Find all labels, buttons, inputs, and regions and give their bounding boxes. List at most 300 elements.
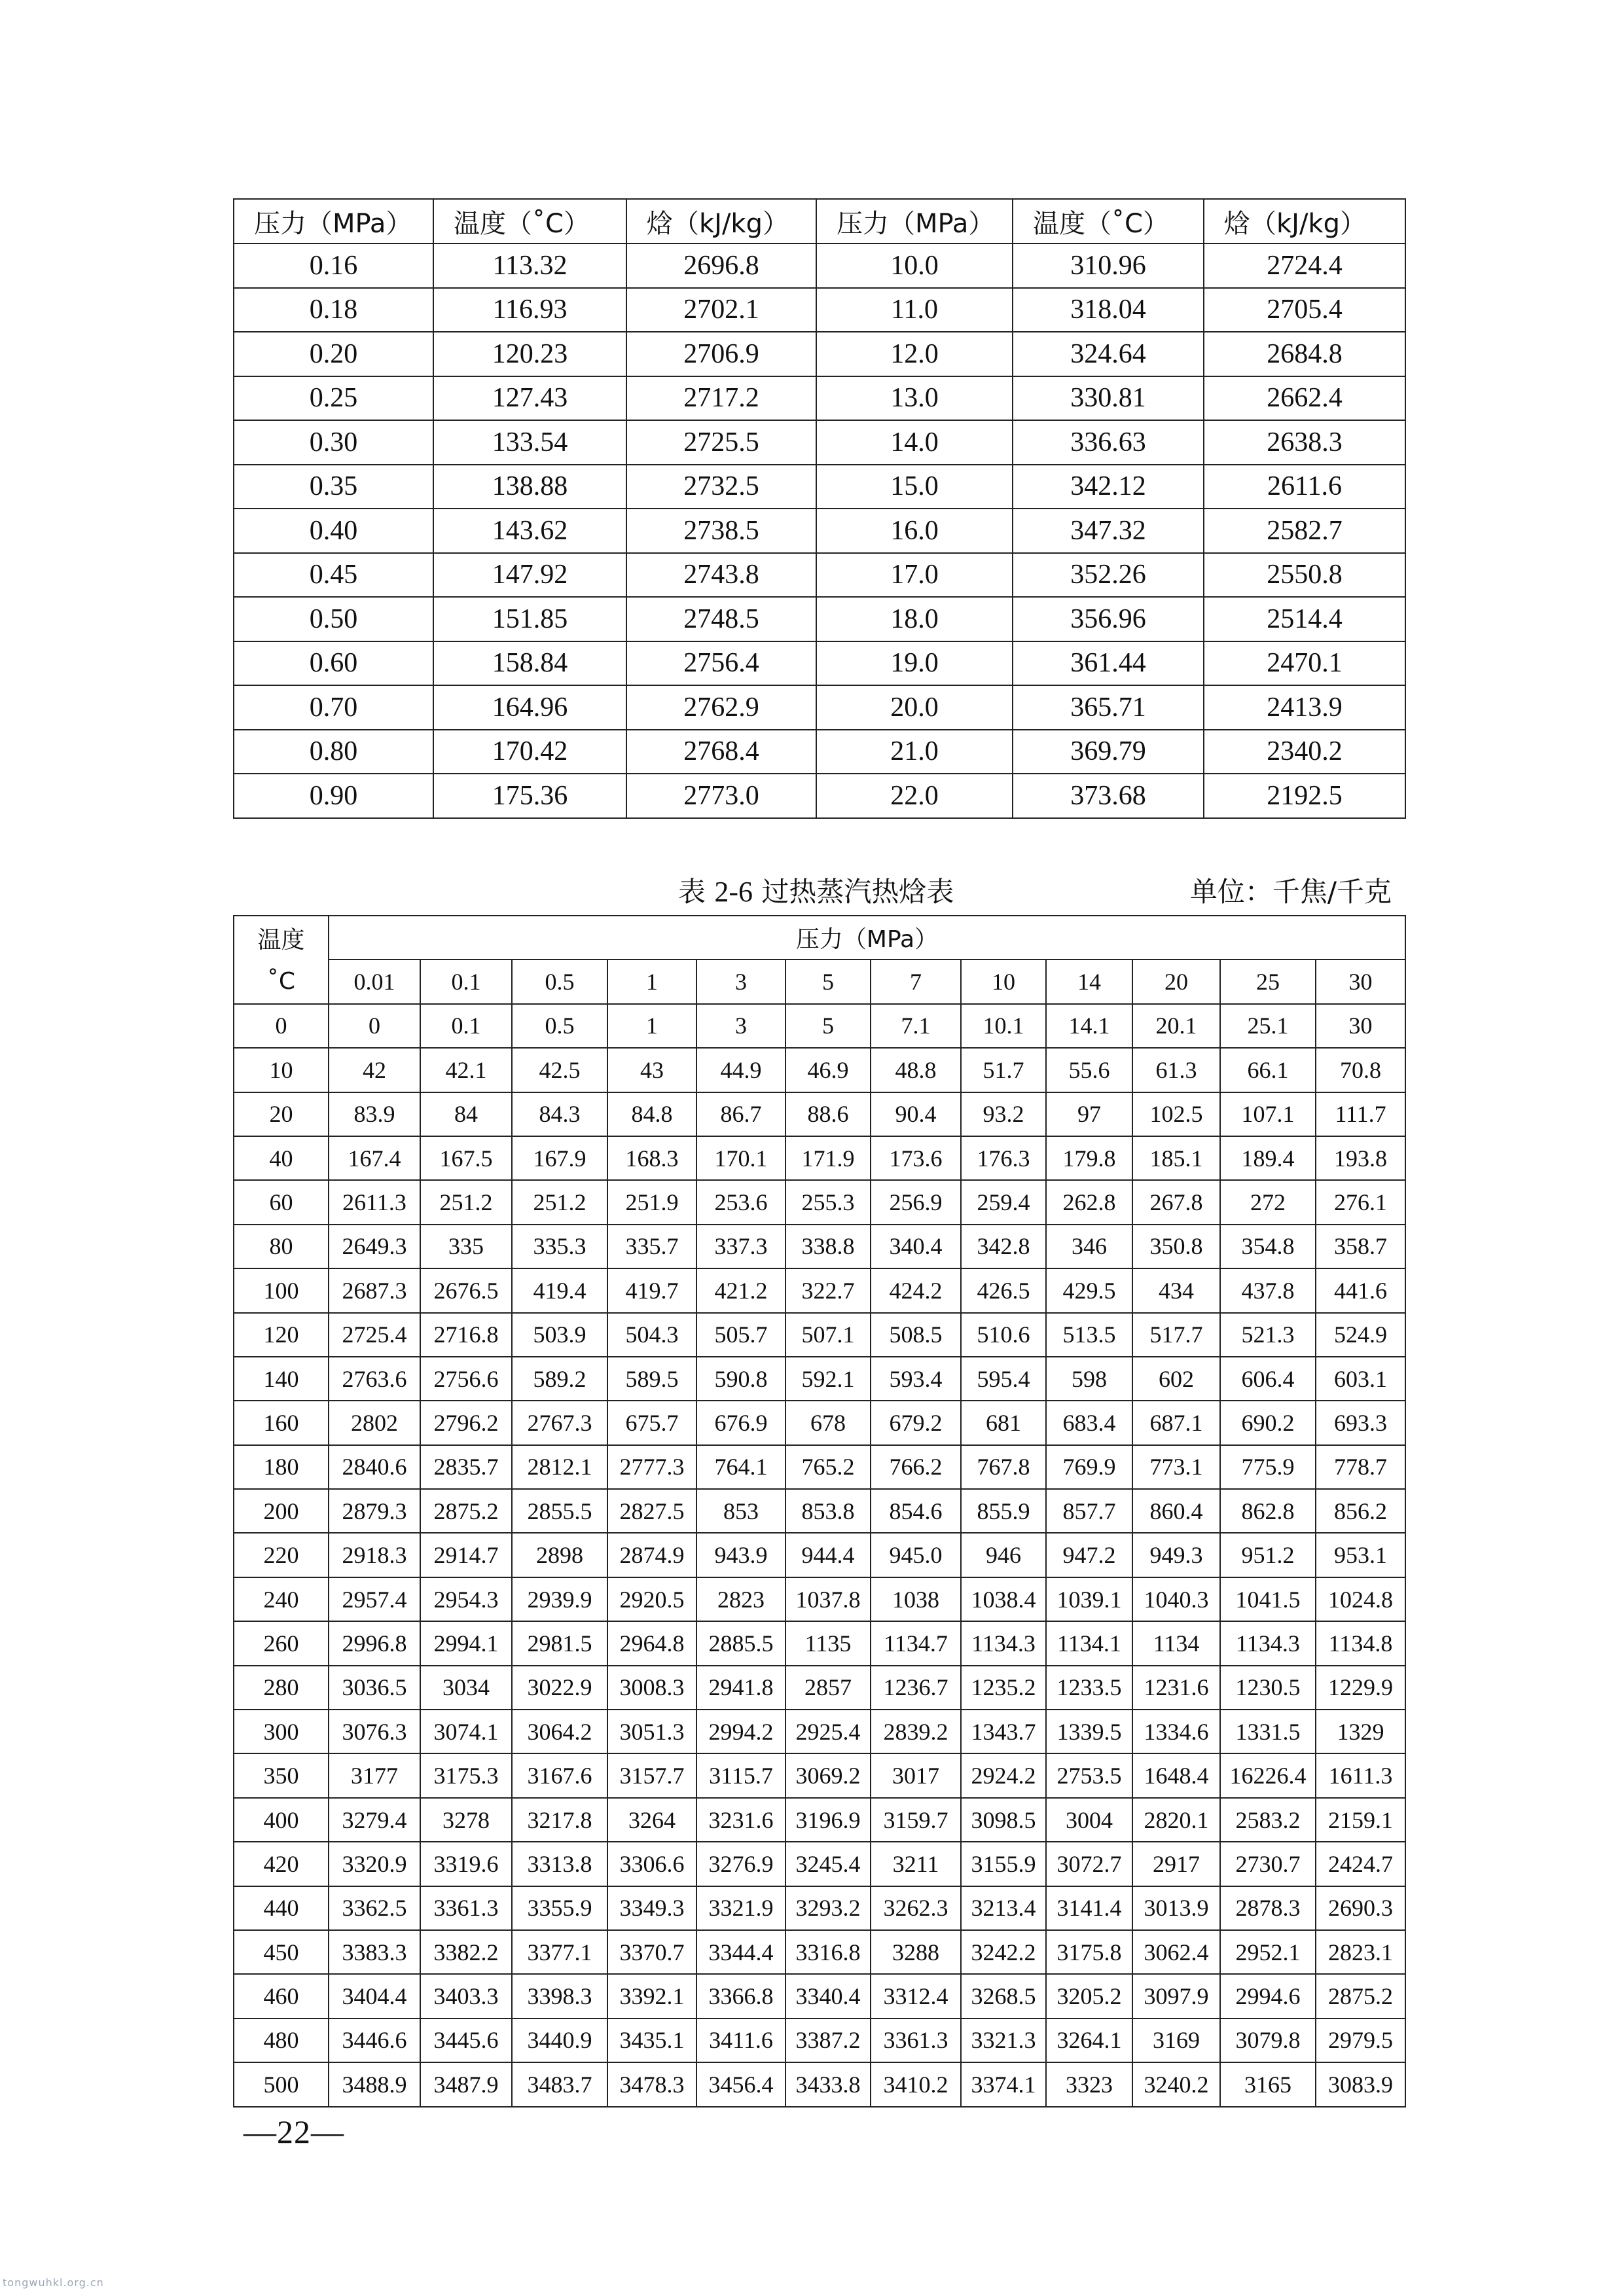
enthalpy-cell: 25.1 [1220,1004,1316,1048]
enthalpy-cell: 14.1 [1046,1004,1132,1048]
pressure-column-header: 0.1 [420,960,512,1003]
superheated-steam-table [233,915,1406,2108]
enthalpy-cell: 947.2 [1046,1533,1132,1577]
table-cell: 14.0 [816,420,1013,465]
enthalpy-cell: 267.8 [1132,1180,1220,1224]
table-cell: 2702.1 [626,288,816,332]
enthalpy-cell: 3288 [871,1930,961,1974]
enthalpy-cell: 255.3 [785,1180,871,1224]
enthalpy-cell: 943.9 [696,1533,785,1577]
table-cell: 2684.8 [1204,332,1405,376]
table-cell: 2705.4 [1204,288,1405,332]
enthalpy-cell: 168.3 [607,1136,696,1180]
table-cell: 0.40 [234,509,433,553]
enthalpy-cell: 2878.3 [1220,1886,1316,1930]
table-row [234,1930,1405,1974]
enthalpy-cell: 3167.6 [512,1753,607,1797]
enthalpy-cell: 3231.6 [696,1798,785,1842]
table-cell: 17.0 [816,553,1013,598]
enthalpy-cell: 2924.2 [961,1753,1046,1797]
enthalpy-cell: 693.3 [1316,1401,1405,1444]
table-cell: 0.25 [234,376,433,421]
table-cell: 0.90 [234,774,433,818]
enthalpy-cell: 2964.8 [607,1621,696,1665]
enthalpy-cell: 2898 [512,1533,607,1577]
table-row [234,243,1405,288]
enthalpy-cell: 517.7 [1132,1313,1220,1357]
enthalpy-cell: 503.9 [512,1313,607,1357]
enthalpy-cell: 2823 [696,1577,785,1621]
table-cell: 361.44 [1013,641,1204,686]
enthalpy-cell: 513.5 [1046,1313,1132,1357]
enthalpy-cell: 1134.7 [871,1621,961,1665]
table-cell: 116.93 [433,288,626,332]
enthalpy-cell: 2914.7 [420,1533,512,1577]
table-cell: 352.26 [1013,553,1204,598]
enthalpy-cell: 944.4 [785,1533,871,1577]
temperature-cell: 240 [234,1577,329,1621]
enthalpy-cell: 189.4 [1220,1136,1316,1180]
table-row [234,1004,1405,1048]
enthalpy-cell: 3340.4 [785,1974,871,2018]
enthalpy-cell: 3435.1 [607,2018,696,2062]
enthalpy-cell: 857.7 [1046,1489,1132,1533]
enthalpy-cell: 595.4 [961,1357,1046,1401]
enthalpy-cell: 354.8 [1220,1225,1316,1268]
enthalpy-cell: 3022.9 [512,1666,607,1710]
temperature-cell: 10 [234,1048,329,1092]
enthalpy-cell: 1134.8 [1316,1621,1405,1665]
enthalpy-cell: 3366.8 [696,1974,785,2018]
enthalpy-cell: 43 [607,1048,696,1092]
enthalpy-cell: 55.6 [1046,1048,1132,1092]
enthalpy-cell: 2611.3 [329,1180,420,1224]
enthalpy-cell: 2835.7 [420,1445,512,1489]
enthalpy-cell: 2917 [1132,1842,1220,1886]
enthalpy-cell: 97 [1046,1092,1132,1136]
enthalpy-cell: 338.8 [785,1225,871,1268]
enthalpy-cell: 860.4 [1132,1489,1220,1533]
header-temperature: 温度（˚C） [1013,199,1204,243]
table-row [234,553,1405,598]
pressure-column-header: 3 [696,960,785,1003]
enthalpy-cell: 0.1 [420,1004,512,1048]
enthalpy-cell: 3155.9 [961,1842,1046,1886]
table-cell: 2696.8 [626,243,816,288]
enthalpy-cell: 3245.4 [785,1842,871,1886]
table-cell: 22.0 [816,774,1013,818]
enthalpy-cell: 687.1 [1132,1401,1220,1444]
enthalpy-cell: 3370.7 [607,1930,696,1974]
enthalpy-cell: 510.6 [961,1313,1046,1357]
enthalpy-cell: 2840.6 [329,1445,420,1489]
temperature-cell: 260 [234,1621,329,1665]
enthalpy-cell: 1041.5 [1220,1577,1316,1621]
enthalpy-cell: 3064.2 [512,1710,607,1753]
enthalpy-cell: 3165 [1220,2062,1316,2106]
enthalpy-cell: 2812.1 [512,1445,607,1489]
enthalpy-cell: 2676.5 [420,1268,512,1312]
enthalpy-cell: 3242.2 [961,1930,1046,1974]
table-cell: 2706.9 [626,332,816,376]
enthalpy-cell: 1040.3 [1132,1577,1220,1621]
table-cell: 10.0 [816,243,1013,288]
temperature-cell: 450 [234,1930,329,1974]
enthalpy-cell: 3004 [1046,1798,1132,1842]
enthalpy-cell: 111.7 [1316,1092,1405,1136]
enthalpy-cell: 589.2 [512,1357,607,1401]
enthalpy-cell: 766.2 [871,1445,961,1489]
enthalpy-cell: 42.1 [420,1048,512,1092]
temperature-unit-header: ˚C [234,960,329,1003]
enthalpy-cell: 251.2 [512,1180,607,1224]
enthalpy-cell: 2855.5 [512,1489,607,1533]
enthalpy-cell: 1038.4 [961,1577,1046,1621]
enthalpy-cell: 602 [1132,1357,1220,1401]
table-cell: 2611.6 [1204,465,1405,509]
temperature-cell: 350 [234,1753,329,1797]
table-row [234,420,1405,465]
enthalpy-cell: 3175.8 [1046,1930,1132,1974]
table-cell: 369.79 [1013,730,1204,774]
table-cell: 342.12 [1013,465,1204,509]
enthalpy-cell: 769.9 [1046,1445,1132,1489]
enthalpy-cell: 679.2 [871,1401,961,1444]
pressure-column-header: 10 [961,960,1046,1003]
table-row [234,1489,1405,1533]
enthalpy-cell: 2941.8 [696,1666,785,1710]
enthalpy-cell: 593.4 [871,1357,961,1401]
enthalpy-cell: 1 [607,1004,696,1048]
temperature-cell: 160 [234,1401,329,1444]
enthalpy-cell: 350.8 [1132,1225,1220,1268]
enthalpy-cell: 3319.6 [420,1842,512,1886]
watermark: tongwuhkl.org.cn [3,2276,104,2289]
table-cell: 2743.8 [626,553,816,598]
enthalpy-cell: 262.8 [1046,1180,1132,1224]
pressure-column-header: 7 [871,960,961,1003]
table-cell: 20.0 [816,685,1013,730]
enthalpy-cell: 3264.1 [1046,2018,1132,2062]
table-cell: 365.71 [1013,685,1204,730]
table-row [234,509,1405,553]
enthalpy-cell: 1231.6 [1132,1666,1220,1710]
enthalpy-cell: 1331.5 [1220,1710,1316,1753]
enthalpy-cell: 7.1 [871,1004,961,1048]
enthalpy-cell: 3264 [607,1798,696,1842]
table-cell: 15.0 [816,465,1013,509]
header-enthalpy: 焓（kJ/kg） [1204,199,1405,243]
enthalpy-cell: 167.4 [329,1136,420,1180]
enthalpy-cell: 272 [1220,1180,1316,1224]
enthalpy-cell: 179.8 [1046,1136,1132,1180]
enthalpy-cell: 592.1 [785,1357,871,1401]
enthalpy-cell: 3051.3 [607,1710,696,1753]
enthalpy-cell: 93.2 [961,1092,1046,1136]
table-cell: 133.54 [433,420,626,465]
table-caption [233,870,1405,910]
header-temperature: 温度（˚C） [433,199,626,243]
pressure-column-header: 30 [1316,960,1405,1003]
enthalpy-cell: 2994.6 [1220,1974,1316,2018]
enthalpy-cell: 2875.2 [1316,1974,1405,2018]
temperature-cell: 460 [234,1974,329,2018]
table-cell: 2768.4 [626,730,816,774]
header-enthalpy: 焓（kJ/kg） [626,199,816,243]
table-row [234,1401,1405,1444]
enthalpy-cell: 434 [1132,1268,1220,1312]
enthalpy-cell: 5 [785,1004,871,1048]
temperature-cell: 40 [234,1136,329,1180]
enthalpy-cell: 3355.9 [512,1886,607,1930]
enthalpy-cell: 51.7 [961,1048,1046,1092]
table-cell: 2582.7 [1204,509,1405,553]
table-row [234,1974,1405,2018]
temperature-cell: 500 [234,2062,329,2106]
enthalpy-cell: 3361.3 [871,2018,961,2062]
table-cell: 2724.4 [1204,243,1405,288]
table-unit: 单位：千焦/千克 [1189,876,1392,908]
table-row [234,1533,1405,1577]
table-cell: 147.92 [433,553,626,598]
enthalpy-cell: 1024.8 [1316,1577,1405,1621]
temperature-cell: 300 [234,1710,329,1753]
pressure-column-header: 20 [1132,960,1220,1003]
enthalpy-cell: 2820.1 [1132,1798,1220,1842]
enthalpy-cell: 3076.3 [329,1710,420,1753]
table-cell: 138.88 [433,465,626,509]
table-cell: 2732.5 [626,465,816,509]
enthalpy-cell: 256.9 [871,1180,961,1224]
table-row [234,685,1405,730]
saturated-steam-table [233,198,1406,819]
pressure-column-header: 5 [785,960,871,1003]
enthalpy-cell: 3008.3 [607,1666,696,1710]
enthalpy-cell: 84 [420,1092,512,1136]
table-cell: 164.96 [433,685,626,730]
temperature-cell: 140 [234,1357,329,1401]
table-row [234,1092,1405,1136]
table-row [234,465,1405,509]
table-cell: 2717.2 [626,376,816,421]
enthalpy-cell: 426.5 [961,1268,1046,1312]
table-row [234,1136,1405,1180]
table-cell: 0.70 [234,685,433,730]
enthalpy-cell: 424.2 [871,1268,961,1312]
enthalpy-cell: 3 [696,1004,785,1048]
enthalpy-cell: 2857 [785,1666,871,1710]
enthalpy-cell: 2885.5 [696,1621,785,1665]
enthalpy-cell: 3079.8 [1220,2018,1316,2062]
temperature-cell: 400 [234,1798,329,1842]
enthalpy-cell: 42 [329,1048,420,1092]
table-cell: 0.18 [234,288,433,332]
enthalpy-cell: 949.3 [1132,1533,1220,1577]
table-cell: 158.84 [433,641,626,686]
enthalpy-cell: 2690.3 [1316,1886,1405,1930]
table-row [234,1180,1405,1224]
enthalpy-cell: 2996.8 [329,1621,420,1665]
table-row [234,1577,1405,1621]
temperature-cell: 220 [234,1533,329,1577]
enthalpy-cell: 3323 [1046,2062,1132,2106]
enthalpy-cell: 3196.9 [785,1798,871,1842]
enthalpy-cell: 337.3 [696,1225,785,1268]
enthalpy-cell: 3440.9 [512,2018,607,2062]
enthalpy-cell: 862.8 [1220,1489,1316,1533]
enthalpy-cell: 0.5 [512,1004,607,1048]
table-cell: 0.20 [234,332,433,376]
enthalpy-cell: 2763.6 [329,1357,420,1401]
enthalpy-cell: 681 [961,1401,1046,1444]
enthalpy-cell: 2777.3 [607,1445,696,1489]
enthalpy-cell: 3362.5 [329,1886,420,1930]
enthalpy-cell: 3377.1 [512,1930,607,1974]
enthalpy-cell: 683.4 [1046,1401,1132,1444]
enthalpy-cell: 322.7 [785,1268,871,1312]
enthalpy-cell: 504.3 [607,1313,696,1357]
enthalpy-cell: 2716.8 [420,1313,512,1357]
enthalpy-cell: 102.5 [1132,1092,1220,1136]
enthalpy-cell: 107.1 [1220,1092,1316,1136]
enthalpy-cell: 3083.9 [1316,2062,1405,2106]
enthalpy-cell: 3488.9 [329,2062,420,2106]
pressure-column-header: 14 [1046,960,1132,1003]
enthalpy-cell: 2875.2 [420,1489,512,1533]
table-row [234,2018,1405,2062]
enthalpy-cell: 1343.7 [961,1710,1046,1753]
enthalpy-cell: 3279.4 [329,1798,420,1842]
enthalpy-cell: 853.8 [785,1489,871,1533]
table-row [234,641,1405,686]
enthalpy-cell: 2687.3 [329,1268,420,1312]
enthalpy-cell: 3159.7 [871,1798,961,1842]
enthalpy-cell: 524.9 [1316,1313,1405,1357]
saturated-table-header-row [234,199,1405,243]
table-cell: 2756.4 [626,641,816,686]
enthalpy-cell: 3013.9 [1132,1886,1220,1930]
enthalpy-cell: 3361.3 [420,1886,512,1930]
enthalpy-cell: 84.3 [512,1092,607,1136]
enthalpy-cell: 603.1 [1316,1357,1405,1401]
enthalpy-cell: 86.7 [696,1092,785,1136]
enthalpy-cell: 251.9 [607,1180,696,1224]
enthalpy-cell: 2920.5 [607,1577,696,1621]
enthalpy-cell: 1038 [871,1577,961,1621]
enthalpy-cell: 61.3 [1132,1048,1220,1092]
enthalpy-cell: 419.4 [512,1268,607,1312]
table-cell: 2192.5 [1204,774,1405,818]
table-cell: 0.45 [234,553,433,598]
table-cell: 13.0 [816,376,1013,421]
enthalpy-cell: 2802 [329,1401,420,1444]
superheated-header-row-2 [234,960,1405,1003]
enthalpy-cell: 171.9 [785,1136,871,1180]
temperature-cell: 0 [234,1004,329,1048]
enthalpy-cell: 589.5 [607,1357,696,1401]
table-cell: 347.32 [1013,509,1204,553]
table-cell: 373.68 [1013,774,1204,818]
table-row [234,1621,1405,1665]
enthalpy-cell: 3374.1 [961,2062,1046,2106]
enthalpy-cell: 3487.9 [420,2062,512,2106]
enthalpy-cell: 429.5 [1046,1268,1132,1312]
enthalpy-cell: 855.9 [961,1489,1046,1533]
header-pressure: 压力（MPa） [234,199,433,243]
enthalpy-cell: 2753.5 [1046,1753,1132,1797]
enthalpy-cell: 2994.2 [696,1710,785,1753]
temperature-cell: 100 [234,1268,329,1312]
table-row [234,376,1405,421]
temperature-cell: 480 [234,2018,329,2062]
enthalpy-cell: 3321.3 [961,2018,1046,2062]
enthalpy-cell: 3446.6 [329,2018,420,2062]
temperature-cell: 80 [234,1225,329,1268]
temperature-header: 温度 [234,916,329,960]
enthalpy-cell: 3262.3 [871,1886,961,1930]
table-row [234,1886,1405,1930]
temperature-cell: 60 [234,1180,329,1224]
table-row [234,1313,1405,1357]
table-row [234,332,1405,376]
table-cell: 356.96 [1013,597,1204,641]
enthalpy-cell: 20.1 [1132,1004,1220,1048]
enthalpy-cell: 1037.8 [785,1577,871,1621]
enthalpy-cell: 590.8 [696,1357,785,1401]
enthalpy-cell: 3316.8 [785,1930,871,1974]
header-pressure: 压力（MPa） [816,199,1013,243]
enthalpy-cell: 767.8 [961,1445,1046,1489]
enthalpy-cell: 3211 [871,1842,961,1886]
enthalpy-cell: 3205.2 [1046,1974,1132,2018]
enthalpy-cell: 3404.4 [329,1974,420,2018]
table-row [234,288,1405,332]
enthalpy-cell: 690.2 [1220,1401,1316,1444]
table-row [234,1268,1405,1312]
enthalpy-cell: 773.1 [1132,1445,1220,1489]
enthalpy-cell: 335.7 [607,1225,696,1268]
enthalpy-cell: 46.9 [785,1048,871,1092]
enthalpy-cell: 598 [1046,1357,1132,1401]
enthalpy-cell: 3312.4 [871,1974,961,2018]
enthalpy-cell: 1329 [1316,1710,1405,1753]
enthalpy-cell: 3445.6 [420,2018,512,2062]
enthalpy-cell: 1648.4 [1132,1753,1220,1797]
enthalpy-cell: 2939.9 [512,1577,607,1621]
enthalpy-cell: 421.2 [696,1268,785,1312]
enthalpy-cell: 340.4 [871,1225,961,1268]
enthalpy-cell: 2954.3 [420,1577,512,1621]
enthalpy-cell: 419.7 [607,1268,696,1312]
temperature-cell: 200 [234,1489,329,1533]
enthalpy-cell: 1134 [1132,1621,1220,1665]
table-cell: 0.50 [234,597,433,641]
enthalpy-cell: 508.5 [871,1313,961,1357]
table-cell: 0.80 [234,730,433,774]
enthalpy-cell: 1339.5 [1046,1710,1132,1753]
table-cell: 2662.4 [1204,376,1405,421]
enthalpy-cell: 3483.7 [512,2062,607,2106]
enthalpy-cell: 675.7 [607,1401,696,1444]
enthalpy-cell: 3398.3 [512,1974,607,2018]
enthalpy-cell: 3410.2 [871,2062,961,2106]
superheated-header-row-1 [234,916,1405,960]
enthalpy-cell: 3177 [329,1753,420,1797]
table-cell: 18.0 [816,597,1013,641]
enthalpy-cell: 3213.4 [961,1886,1046,1930]
enthalpy-cell: 1039.1 [1046,1577,1132,1621]
enthalpy-cell: 1230.5 [1220,1666,1316,1710]
